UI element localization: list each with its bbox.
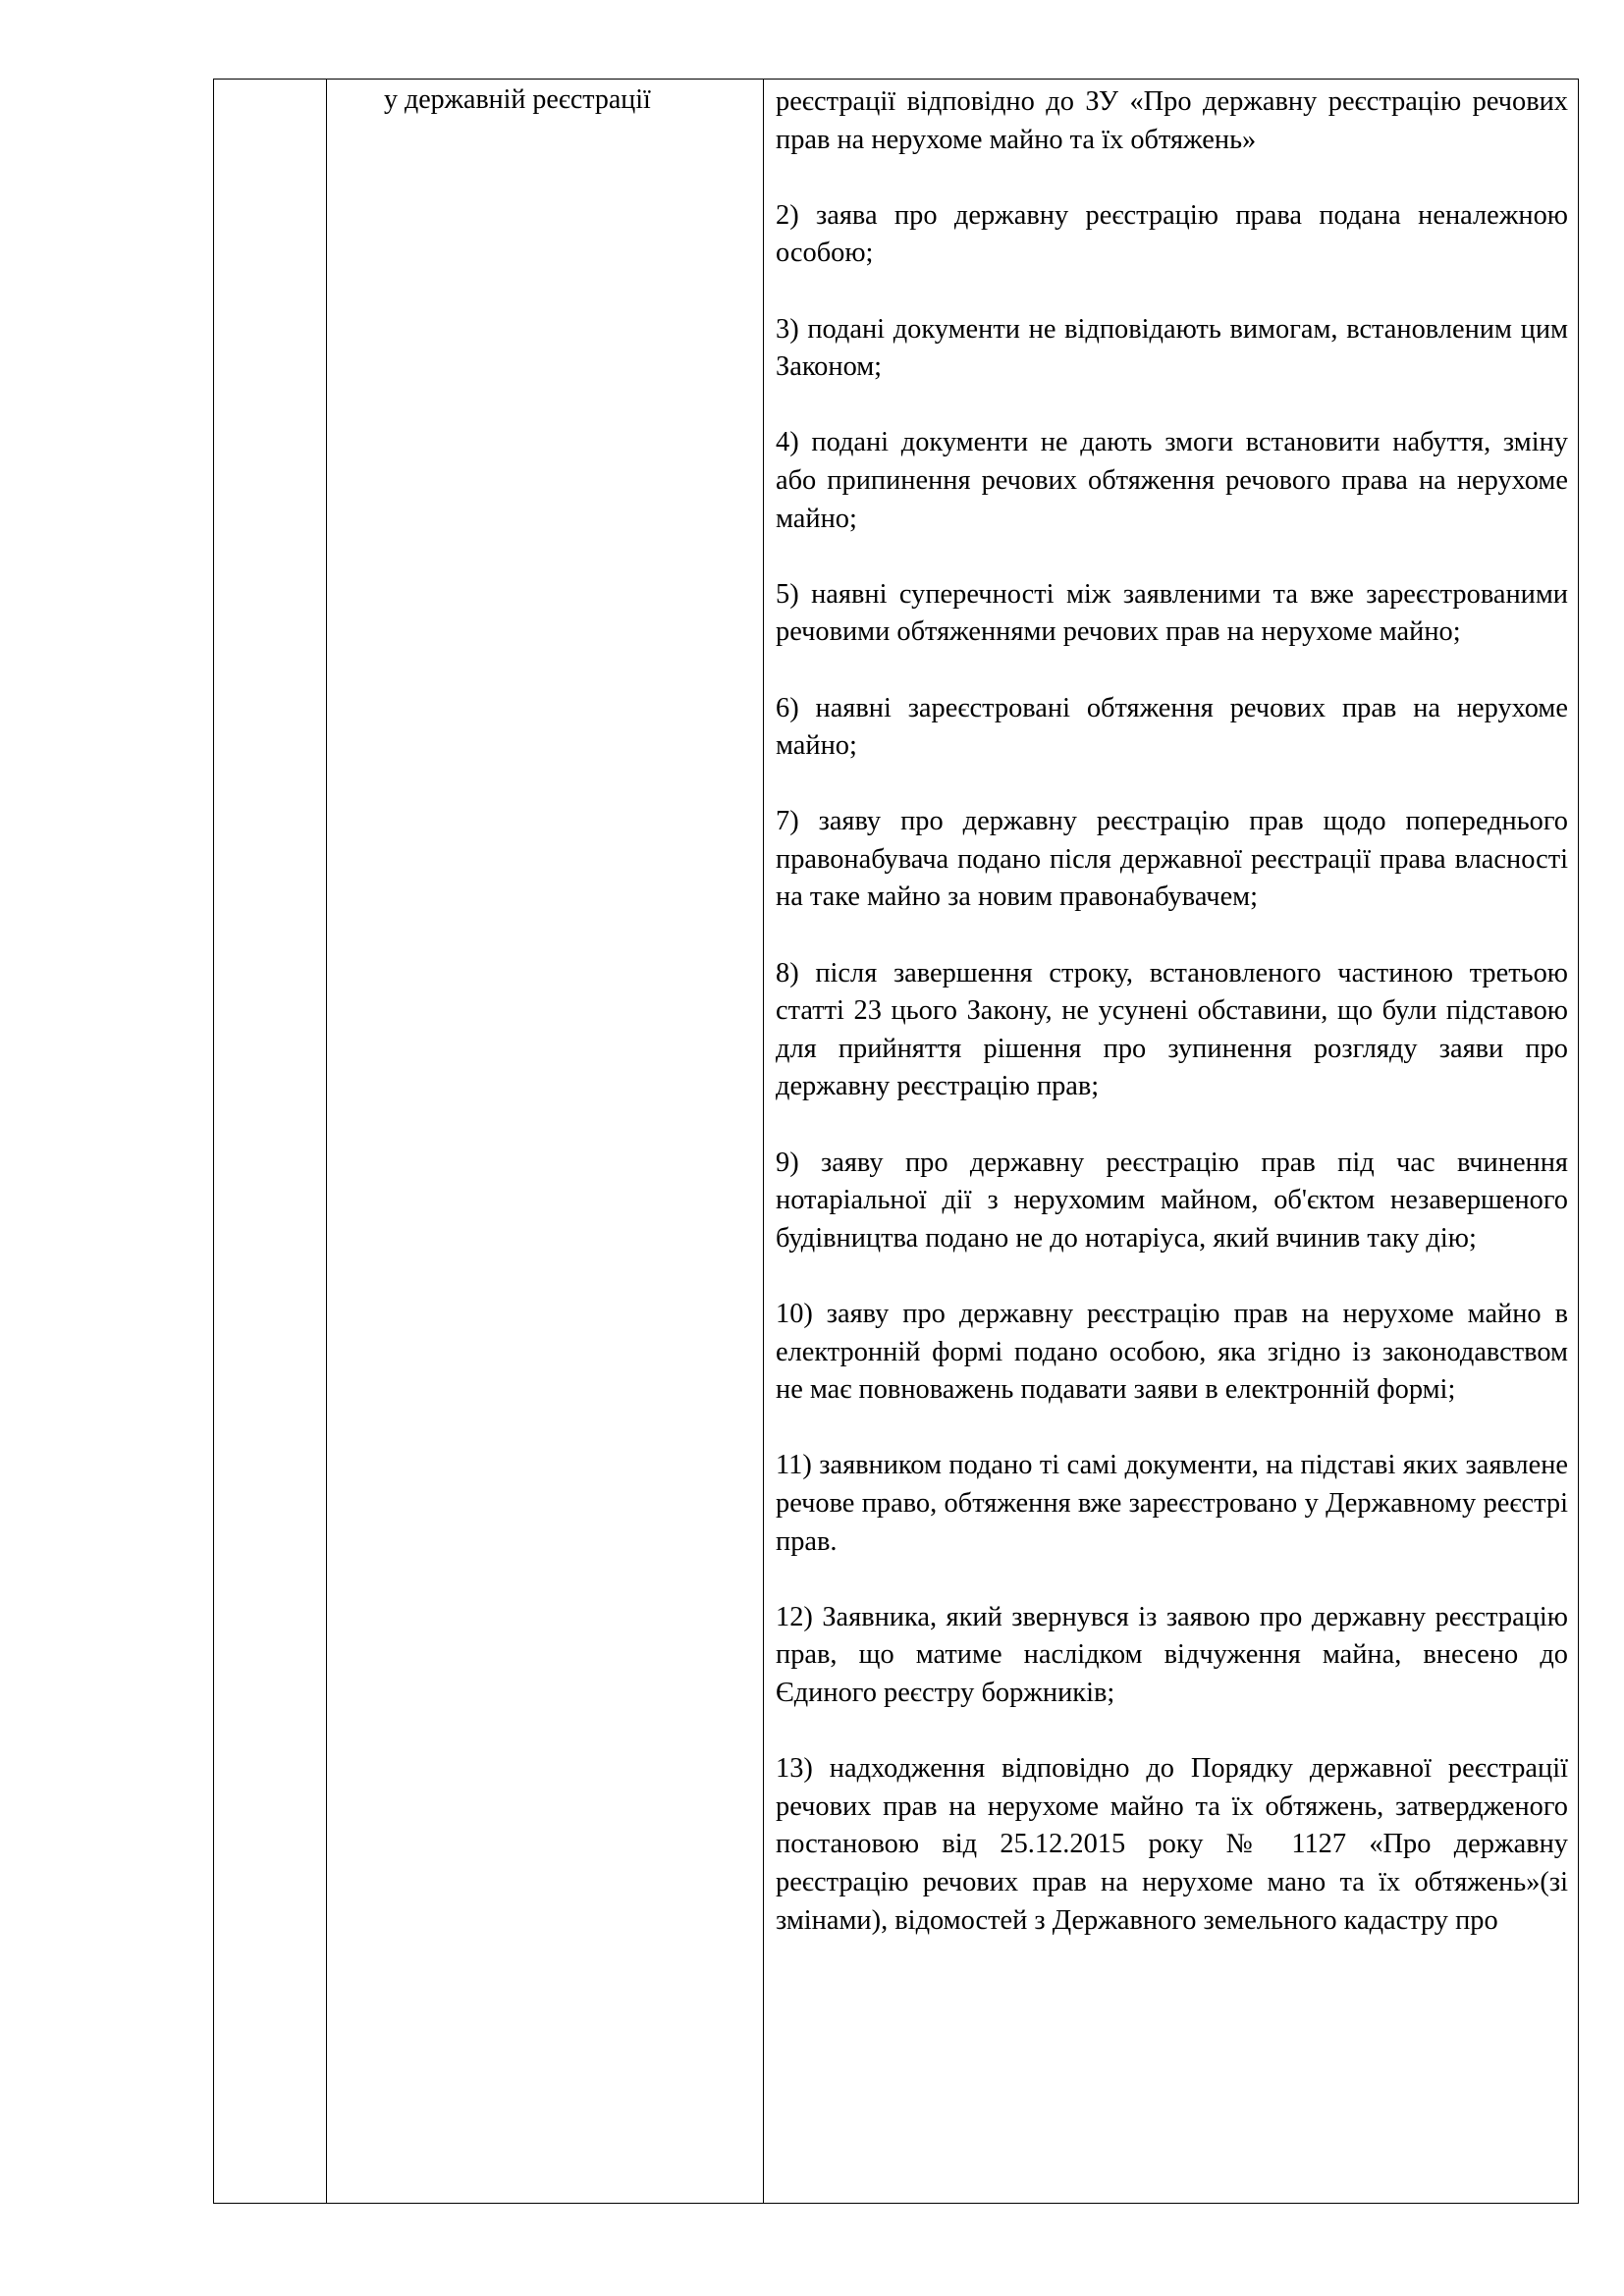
paragraph-1: реєстрації відповідно до ЗУ «Про державну реєстрацію речових прав на нерухоме майно та їх обтяжень» xyxy=(776,86,1568,155)
paragraph-3: 3) подані документи не відповідають вимогам, встановленим цим Законом; xyxy=(776,313,1568,383)
paragraph-11: 11) заявником подано ті самі документи, на підставі яких заявлене речове право, обтяження вже зареєстровано у Державному реєстрі прав. xyxy=(776,1450,1568,1557)
paragraph-5: 5) наявні суперечності між заявленими та вже зареєстрованими речовими обтяженнями речових прав на нерухоме майно; xyxy=(776,578,1568,648)
paragraph-8: 8) після завершення строку, встановленого частиною третьою статті 23 цього Закону, не усунені обставини, що були підставою для прийняття рішення про зупинення розгляду заяви про державну реєстрацію прав; xyxy=(776,957,1568,1102)
document-table xyxy=(213,79,1579,2204)
paragraph-2: 2) заява про державну реєстрацію права подана неналежною особою; xyxy=(776,199,1568,269)
paragraph-13: 13) надходження відповідно до Порядку державної реєстрації речових прав на нерухоме майно та їх обтяжень, затвердженого постановою від 25.12.2015 року № 1127 «Про державну реєстрацію речових прав на нерухоме мано та їх обтяжень»(зі змінами), відомостей з Державного земельного кадастру про xyxy=(776,1753,1568,1936)
paragraph-9: 9) заяву про державну реєстрацію прав під час вчинення нотаріальної дії з нерухомим майном, об'єктом незавершеного будівництва подано не до нотаріуса, який вчинив таку дію; xyxy=(776,1147,1568,1254)
refusal-grounds-list xyxy=(764,80,1578,2199)
paragraph-10: 10) заяву про державну реєстрацію прав на нерухоме майно в електронній формі подано особою, яка згідно із законодавством не має повноважень подавати заяви в електронній формі; xyxy=(776,1299,1568,1406)
table-cell-number xyxy=(214,80,327,2204)
paragraph-6: 6) наявні зареєстровані обтяження речових прав на нерухоме майно; xyxy=(776,692,1568,762)
paragraph-4: 4) подані документи не дають змоги встановити набуття, зміну або припинення речових обтяження речового права на нерухоме майно; xyxy=(776,427,1568,534)
paragraph-12: 12) Заявника, який звернувся із заявою про державну реєстрацію прав, що матиме наслідком відчуження майна, внесено до Єдиного реєстру боржників; xyxy=(776,1601,1568,1708)
paragraph-7: 7) заяву про державну реєстрацію прав щодо попереднього правонабувача подано після державної реєстрації права власності на таке майно за новим правонабувачем; xyxy=(776,806,1568,913)
table-cell-service-name xyxy=(327,80,764,2204)
table-row xyxy=(214,80,1579,2204)
table-cell-refusal-grounds xyxy=(764,80,1579,2204)
service-name-text: у державній реєстрації xyxy=(384,84,651,115)
